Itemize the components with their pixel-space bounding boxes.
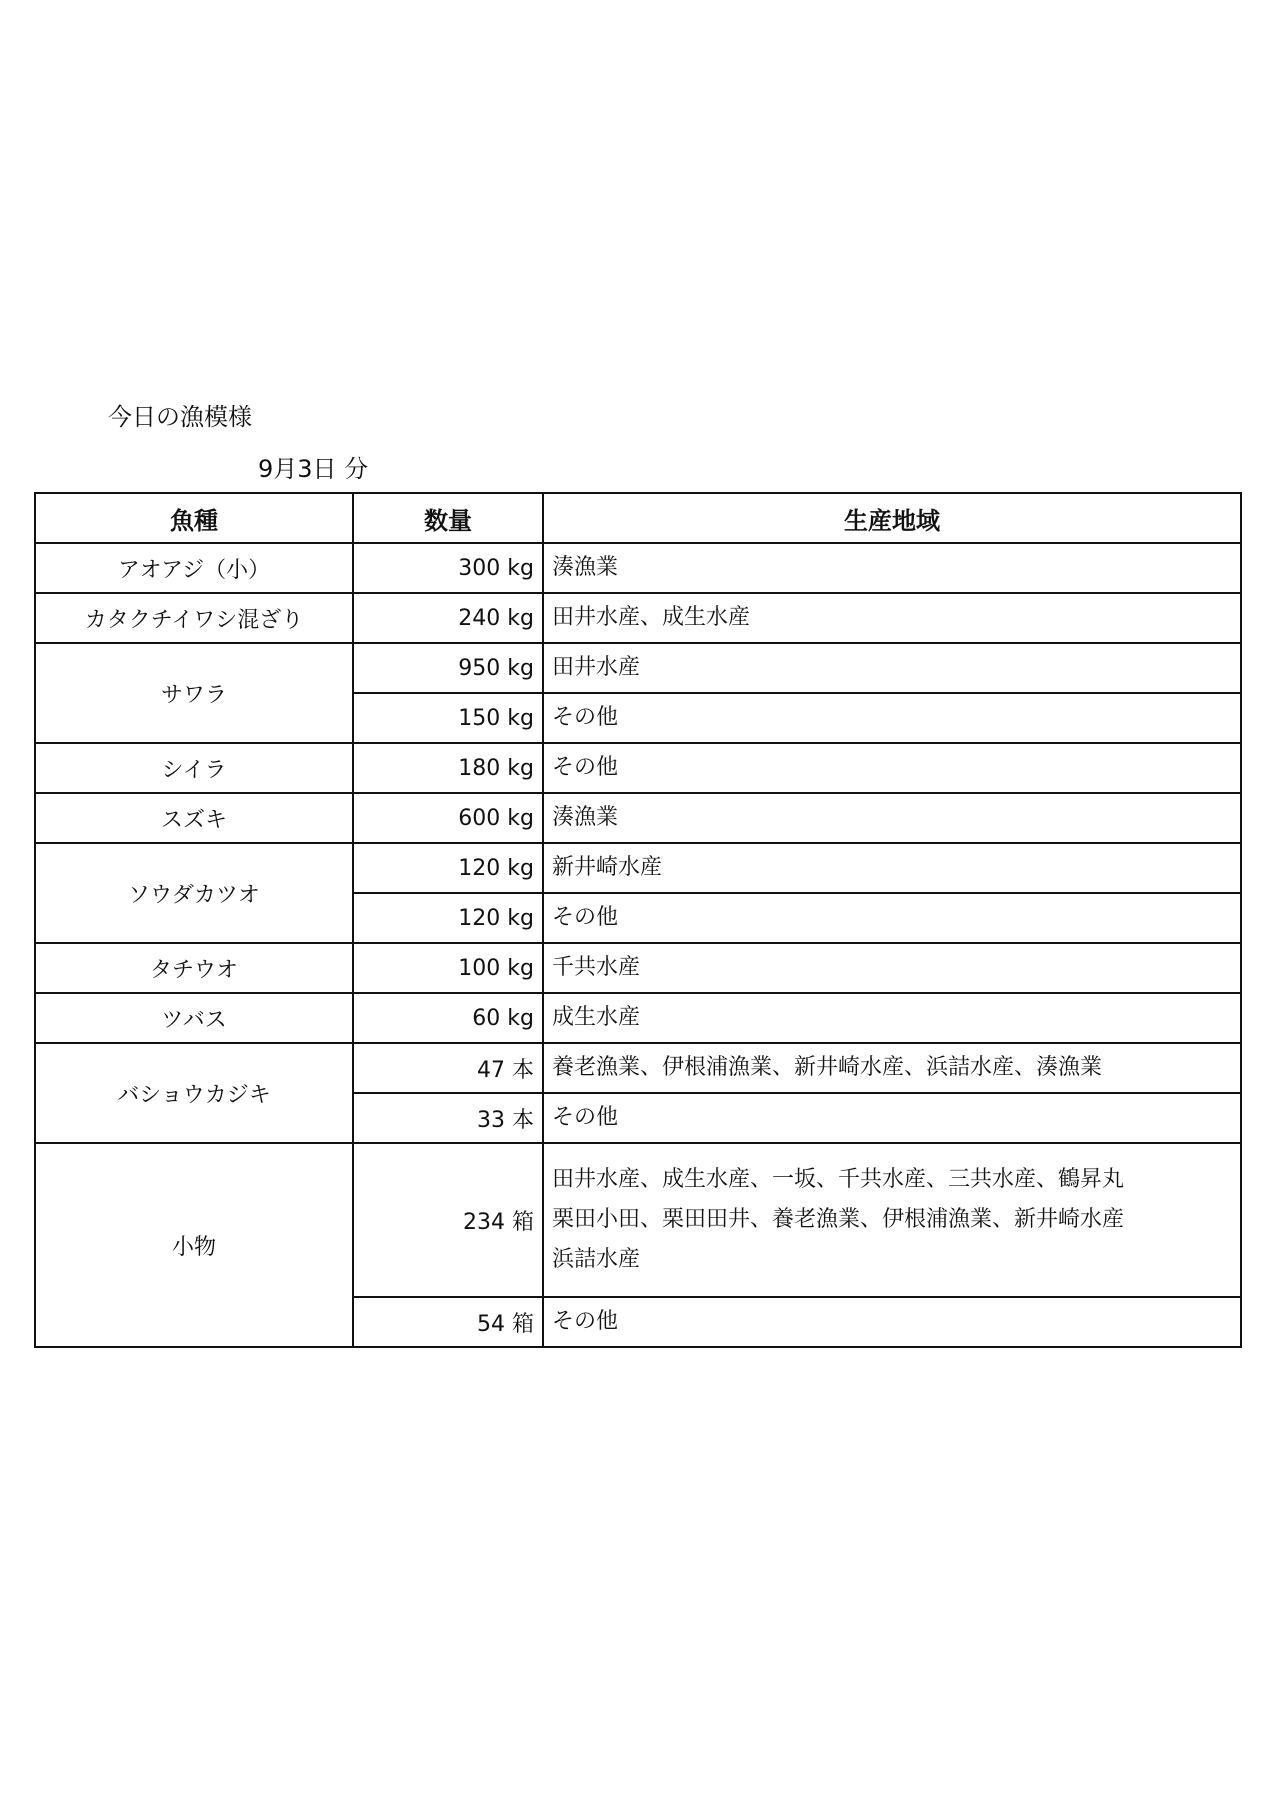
fish-cell: 小物 — [35, 1143, 353, 1347]
area-cell — [543, 743, 1241, 793]
area-line: 栗田小田、栗田田井、養老漁業、伊根浦漁業、新井崎水産 — [552, 1207, 1125, 1232]
table-row — [35, 593, 1241, 643]
table-row — [35, 943, 1241, 993]
area-cell — [543, 993, 1241, 1043]
table-row — [35, 1043, 1241, 1093]
area-line: その他 — [552, 705, 619, 730]
table-row — [35, 843, 1241, 893]
header-row — [35, 493, 1241, 543]
quantity-cell: 100 kg — [353, 943, 543, 993]
catch-table — [34, 492, 1242, 1348]
fish-cell: カタクチイワシ混ざり — [35, 593, 353, 643]
area-line: 新井崎水産 — [552, 855, 663, 880]
table-row — [35, 643, 1241, 693]
area-line: その他 — [552, 755, 619, 780]
table-row — [35, 793, 1241, 843]
quantity-cell: 60 kg — [353, 993, 543, 1043]
fish-cell: アオアジ（小） — [35, 543, 353, 593]
quantity-cell: 150 kg — [353, 693, 543, 743]
header-area: 生産地域 — [543, 493, 1241, 543]
area-cell — [543, 1297, 1241, 1347]
quantity-cell: 300 kg — [353, 543, 543, 593]
area-line: 田井水産 — [552, 655, 641, 680]
header-qty: 数量 — [353, 493, 543, 543]
area-cell — [543, 543, 1241, 593]
area-line: その他 — [552, 1105, 619, 1130]
area-line: 成生水産 — [552, 1005, 641, 1030]
quantity-cell: 33 本 — [353, 1093, 543, 1143]
quantity-cell: 234 箱 — [353, 1143, 543, 1297]
area-line: 浜詰水産 — [552, 1247, 641, 1272]
area-line: 田井水産、成生水産 — [552, 605, 751, 630]
area-line: 湊漁業 — [552, 555, 619, 580]
document-title: 今日の漁模様 — [108, 403, 252, 431]
quantity-cell: 240 kg — [353, 593, 543, 643]
table-row — [35, 1143, 1241, 1297]
area-cell — [543, 693, 1241, 743]
area-line: その他 — [552, 1309, 619, 1334]
area-cell — [543, 1143, 1241, 1297]
quantity-cell: 47 本 — [353, 1043, 543, 1093]
area-line: 湊漁業 — [552, 805, 619, 830]
fish-cell: スズキ — [35, 793, 353, 843]
fish-cell: タチウオ — [35, 943, 353, 993]
table-row — [35, 993, 1241, 1043]
area-cell — [543, 593, 1241, 643]
quantity-cell: 120 kg — [353, 843, 543, 893]
area-line: その他 — [552, 905, 619, 930]
area-cell — [543, 943, 1241, 993]
header-fish: 魚種 — [35, 493, 353, 543]
quantity-cell: 600 kg — [353, 793, 543, 843]
area-cell — [543, 793, 1241, 843]
area-cell — [543, 1093, 1241, 1143]
quantity-cell: 180 kg — [353, 743, 543, 793]
table-row — [35, 743, 1241, 793]
table-body — [35, 543, 1241, 1347]
area-cell — [543, 1043, 1241, 1093]
table-row — [35, 543, 1241, 593]
quantity-cell: 120 kg — [353, 893, 543, 943]
area-cell — [543, 893, 1241, 943]
quantity-cell: 54 箱 — [353, 1297, 543, 1347]
area-line: 養老漁業、伊根浦漁業、新井崎水産、浜詰水産、湊漁業 — [552, 1055, 1103, 1080]
area-cell — [543, 843, 1241, 893]
fish-cell: ソウダカツオ — [35, 843, 353, 943]
area-line: 千共水産 — [552, 955, 641, 980]
fish-cell: シイラ — [35, 743, 353, 793]
document-date: 9月3日 分 — [258, 455, 369, 483]
fish-cell: ツバス — [35, 993, 353, 1043]
quantity-cell: 950 kg — [353, 643, 543, 693]
area-line: 田井水産、成生水産、一坂、千共水産、三共水産、鶴昇丸 — [552, 1167, 1125, 1192]
fish-cell: バショウカジキ — [35, 1043, 353, 1143]
fish-cell: サワラ — [35, 643, 353, 743]
area-cell — [543, 643, 1241, 693]
